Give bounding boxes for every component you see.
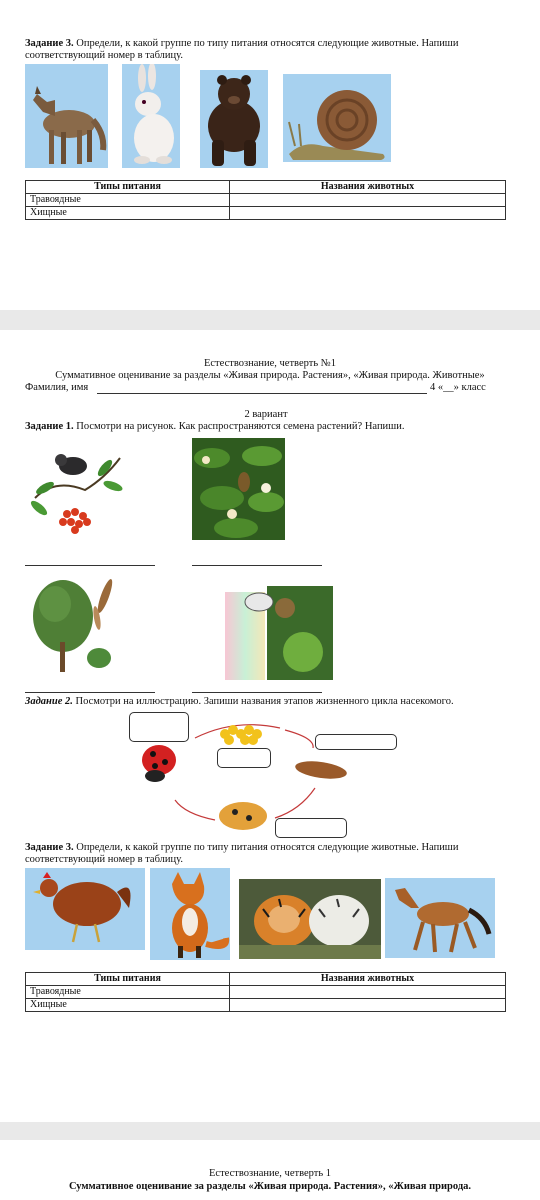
water-lily-image xyxy=(192,438,285,540)
answer-line[interactable] xyxy=(25,692,155,693)
table-row xyxy=(26,986,506,999)
rabbit-image xyxy=(122,64,180,168)
task3-text: Определи, к какой группе по типу питания относятся следующие животные. Напиши соответствующий номер в таблицу. xyxy=(25,842,459,865)
feeding-types-table xyxy=(25,972,506,1012)
worksheet-page-2 xyxy=(0,330,540,1122)
wolf-image xyxy=(25,64,108,168)
answer-cell[interactable] xyxy=(230,986,506,999)
answer-line[interactable] xyxy=(192,565,322,566)
table-header: Названия животных xyxy=(230,973,506,986)
bear-image xyxy=(200,70,268,168)
task2-text: Посмотри на иллюстрацию. Запиши названия этапов жизненного цикла насекомого. xyxy=(72,696,454,707)
table-cell: Хищные xyxy=(26,207,230,220)
task1-text: Посмотри на рисунок. Как распространяются семена растений? Напиши. xyxy=(73,421,405,432)
feeding-types-table xyxy=(25,180,506,220)
task3-label: Задание 3. xyxy=(25,38,74,49)
hen-image xyxy=(25,868,145,950)
stage-box-4[interactable] xyxy=(275,818,347,838)
name-field[interactable] xyxy=(97,393,427,394)
rowan-bird-image xyxy=(25,438,125,540)
assessment-title: Суммативное оценивание за разделы «Живая природа. Растения», «Живая природа. xyxy=(68,1181,472,1192)
task1-question xyxy=(25,421,520,433)
task1-label: Задание 1. xyxy=(25,421,74,432)
table-header: Типы питания xyxy=(26,181,230,194)
stage-box-3[interactable] xyxy=(217,748,271,768)
task3-text: Определи, к какой группе по типу питания относятся следующие животные. Напиши соответствующий номер в таблицу. xyxy=(25,38,459,61)
name-label: Фамилия, имя xyxy=(25,382,89,393)
table-cell: Хищные xyxy=(26,999,230,1012)
burr-seeds-image xyxy=(225,572,333,680)
task3-question xyxy=(25,842,520,866)
subject-heading: Естествознание, четверть №1 xyxy=(203,358,336,369)
table-row xyxy=(26,999,506,1012)
fox-image xyxy=(150,868,230,960)
table-header: Типы питания xyxy=(26,973,230,986)
task2-label: Задание 2. xyxy=(25,696,73,707)
answer-cell[interactable] xyxy=(230,194,506,207)
stage-box-2[interactable] xyxy=(315,734,397,750)
tigers-image xyxy=(239,879,381,959)
assessment-title: Суммативное оценивание за разделы «Живая природа. Растения», «Живая природа. Животные» xyxy=(55,370,485,381)
task3-question xyxy=(25,38,515,62)
tree-seeds-image xyxy=(25,572,125,678)
table-cell: Травоядные xyxy=(26,194,230,207)
table-header: Названия животных xyxy=(230,181,506,194)
class-label: 4 «__» класс xyxy=(430,382,486,393)
worksheet-page-3 xyxy=(0,1140,540,1200)
variant-label: 2 вариант xyxy=(244,409,288,420)
horse-image xyxy=(385,878,495,958)
answer-line[interactable] xyxy=(192,692,322,693)
table-cell: Травоядные xyxy=(26,986,230,999)
answer-line[interactable] xyxy=(25,565,155,566)
answer-cell[interactable] xyxy=(230,207,506,220)
stage-box-1[interactable] xyxy=(129,712,189,742)
table-row xyxy=(26,207,506,220)
task3-label: Задание 3. xyxy=(25,842,74,853)
worksheet-page-1 xyxy=(0,0,540,310)
answer-cell[interactable] xyxy=(230,999,506,1012)
insect-life-cycle-diagram xyxy=(125,708,375,838)
snail-image xyxy=(283,74,391,162)
task2-question xyxy=(25,696,525,708)
table-row xyxy=(26,194,506,207)
subject-heading: Естествознание, четверть 1 xyxy=(209,1168,331,1179)
